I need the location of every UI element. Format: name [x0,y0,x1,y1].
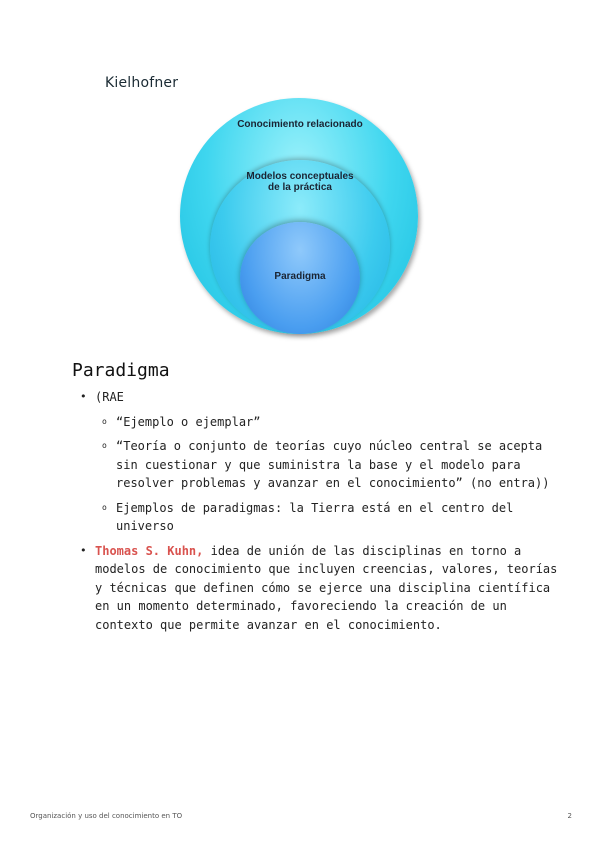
author-name: Thomas S. Kuhn, [95,543,204,558]
bullet-list [72,388,565,640]
sub-list-item: o “Teoría o conjunto de teorías cuyo núcleo central se acepta sin cuestionar y que suministra la base y el modelo para resolver problemas y avanzar en el conocimiento” (no entra)) [116,437,565,493]
list-item-kuhn [95,542,565,635]
page-footer [30,812,572,820]
list-item-text: idea de unión de las disciplinas en torno a modelos de conocimiento que incluyen creencias, valores, teorías y técnicas que definen cómo se ejerce una disciplina científica en un momento determinado, favoreciendo la creación de un contexto que permite avanzar en el conocimiento. [95,543,558,632]
sub-bullet-list [95,413,565,536]
footer-title: Organización y uso del conocimiento en TO [30,812,183,820]
inner-circle-label: Paradigma [274,271,326,282]
page-number: 2 [567,812,572,820]
outer-circle-label: Conocimiento relacionado [237,119,363,130]
sub-list-item: o Ejemplos de paradigmas: la Tierra está en el centro del universo [116,499,565,536]
list-item-rae [95,388,565,536]
middle-circle-label: Modelos conceptuales de la práctica [246,171,354,193]
list-item-text: (RAE [95,390,124,404]
section-heading: Paradigma [72,360,170,381]
figure-title: Kielhofner [105,75,179,91]
sub-list-item: o “Ejemplo o ejemplar” [116,413,565,432]
